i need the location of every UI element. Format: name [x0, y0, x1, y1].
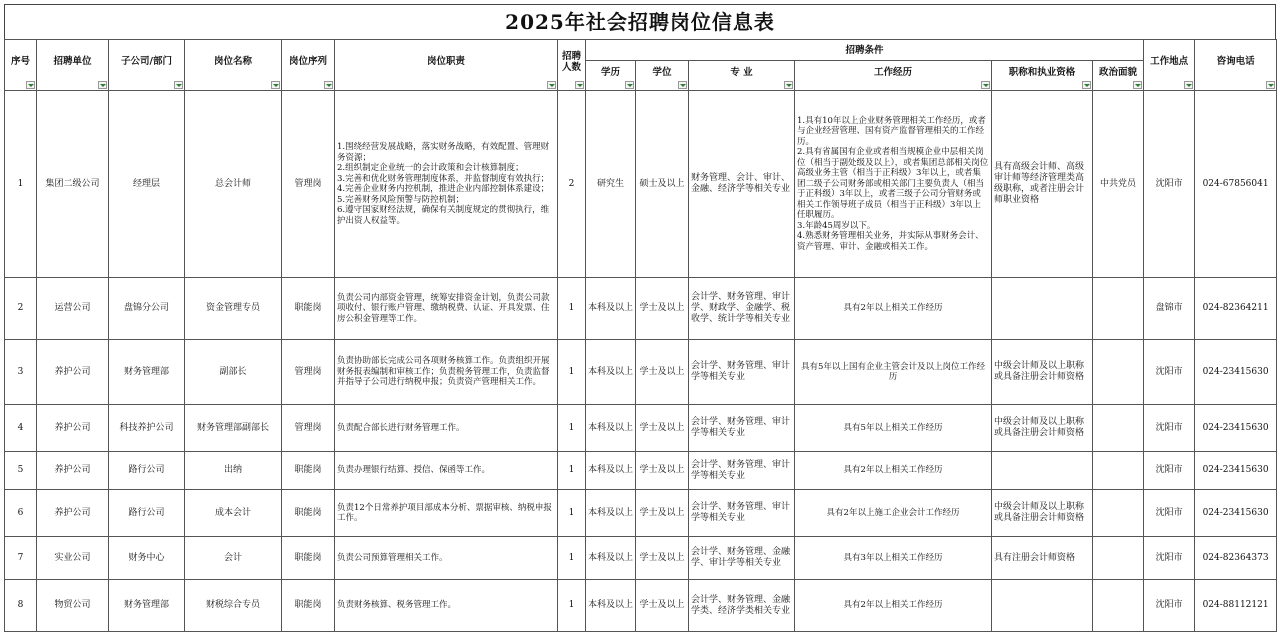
filter-dropdown-icon[interactable] [1082, 81, 1091, 89]
header-conditions: 招聘条件 [586, 40, 1144, 61]
cell-politics [1093, 580, 1144, 632]
filter-dropdown-icon[interactable] [625, 81, 634, 89]
header-count-label: 招聘人数 [561, 50, 581, 73]
cell-education: 研究生 [586, 91, 636, 278]
cell-location: 沈阳市 [1144, 91, 1195, 278]
header-major [689, 61, 795, 91]
cell-position: 总会计师 [185, 91, 282, 278]
cell-position: 副部长 [185, 340, 282, 405]
sheet-title: 2025年社会招聘岗位信息表 [4, 4, 1276, 39]
cell-degree: 学士及以上 [636, 452, 689, 490]
table-row [5, 405, 1277, 452]
cell-unit: 养护公司 [37, 490, 109, 537]
table-row [5, 278, 1277, 340]
table-row [5, 537, 1277, 580]
cell-unit: 集团二级公司 [37, 91, 109, 278]
header-experience [795, 61, 992, 91]
filter-dropdown-icon[interactable] [547, 81, 556, 89]
header-location [1144, 40, 1195, 91]
cell-dept: 财务管理部 [109, 340, 185, 405]
cell-degree: 学士及以上 [636, 340, 689, 405]
cell-major: 会计学、财务管理、审计学等相关专业 [689, 490, 795, 537]
cell-dept: 财务中心 [109, 537, 185, 580]
cell-count: 1 [558, 580, 586, 632]
header-degree-label: 学位 [652, 66, 672, 78]
header-qualification [992, 61, 1093, 91]
cell-duty: 负责12个日常养护项目部成本分析、票据审核、纳税申报工作。 [335, 490, 558, 537]
cell-unit: 养护公司 [37, 340, 109, 405]
cell-politics [1093, 340, 1144, 405]
cell-politics [1093, 537, 1144, 580]
cell-degree: 学士及以上 [636, 537, 689, 580]
cell-position: 资金管理专员 [185, 278, 282, 340]
filter-dropdown-icon[interactable] [1184, 81, 1193, 89]
cell-unit: 实业公司 [37, 537, 109, 580]
header-location-label: 工作地点 [1150, 56, 1189, 67]
cell-education: 本科及以上 [586, 537, 636, 580]
cell-qualification: 具有注册会计师资格 [992, 537, 1093, 580]
cell-education: 本科及以上 [586, 490, 636, 537]
cell-position: 成本会计 [185, 490, 282, 537]
header-dept-label: 子公司/部门 [121, 56, 172, 67]
cell-sequence: 管理岗 [282, 405, 335, 452]
header-duty-label: 岗位职责 [426, 56, 465, 67]
recruitment-sheet [4, 4, 1276, 632]
recruitment-table [4, 39, 1277, 632]
cell-duty: 负责财务核算、税务管理工作。 [335, 580, 558, 632]
cell-unit: 养护公司 [37, 452, 109, 490]
filter-dropdown-icon[interactable] [26, 81, 35, 89]
cell-dept: 科技养护公司 [109, 405, 185, 452]
cell-politics [1093, 405, 1144, 452]
cell-no: 7 [5, 537, 37, 580]
cell-major: 会计学、财务管理、金融学类、经济学类相关专业 [689, 580, 795, 632]
cell-dept: 路行公司 [109, 490, 185, 537]
cell-phone: 024-82364211 [1195, 278, 1277, 340]
cell-unit: 物贸公司 [37, 580, 109, 632]
cell-politics [1093, 490, 1144, 537]
cell-experience: 1.具有10年以上企业财务管理相关工作经历，或者与企业经营管理、国有资产监督管理相关的工作经历。 2.具有省属国有企业或者相当规模企业中层相关岗位（相当于副处级及以上），或者集团总部相关岗位高级业务主管（相当于正科级）3年以上，或者集团二级子公司财务部或相关部门主要负责人（相当于正科级）3年以上，或者三级子公司分管财务或相关工作领导班子成员（相当于正科级）3年以上任职履历。 3.年龄45周岁以下。 4.熟悉财务管理相关业务，并实际从事财务会计、资产管理、审计、金融或相关工作。 [795, 91, 992, 278]
cell-major: 会计学、财务管理、审计学、财政学、金融学、税收学、统计学等相关专业 [689, 278, 795, 340]
header-education-label: 学历 [600, 66, 620, 78]
header-sequence-label: 岗位序列 [288, 56, 327, 67]
cell-location: 沈阳市 [1144, 537, 1195, 580]
cell-qualification [992, 278, 1093, 340]
cell-experience: 具有2年以上相关工作经历 [795, 278, 992, 340]
cell-phone: 024-88112121 [1195, 580, 1277, 632]
cell-duty: 负责公司内部资金管理，统筹安排资金计划，负责公司款项收付、银行账户管理、缴纳税费、认证、开具发票、住房公积金管理等工作。 [335, 278, 558, 340]
header-no [5, 40, 37, 91]
cell-duty: 负责公司预算管理相关工作。 [335, 537, 558, 580]
cell-count: 2 [558, 91, 586, 278]
cell-duty: 负责办理银行结算、授信、保函等工作。 [335, 452, 558, 490]
cell-location: 盘锦市 [1144, 278, 1195, 340]
cell-no: 8 [5, 580, 37, 632]
filter-dropdown-icon[interactable] [1266, 81, 1275, 89]
cell-major: 财务管理、会计、审计、金融、经济学等相关专业 [689, 91, 795, 278]
cell-major: 会计学、财务管理、审计学等相关专业 [689, 452, 795, 490]
cell-location: 沈阳市 [1144, 580, 1195, 632]
cell-education: 本科及以上 [586, 452, 636, 490]
cell-no: 3 [5, 340, 37, 405]
filter-dropdown-icon[interactable] [575, 81, 584, 89]
filter-dropdown-icon[interactable] [324, 81, 333, 89]
cell-duty: 负责协助部长完成公司各项财务核算工作。负责组织开展财务报表编制和审核工作；负责税务管理工作，负责监督并指导子公司进行纳税申报；负责资产管理相关工作。 [335, 340, 558, 405]
cell-politics: 中共党员 [1093, 91, 1144, 278]
table-row [5, 490, 1277, 537]
cell-experience: 具有5年以上相关工作经历 [795, 405, 992, 452]
header-phone [1195, 40, 1277, 91]
cell-phone: 024-82364373 [1195, 537, 1277, 580]
cell-count: 1 [558, 490, 586, 537]
cell-education: 本科及以上 [586, 340, 636, 405]
cell-count: 1 [558, 405, 586, 452]
cell-experience: 具有2年以上施工企业会计工作经历 [795, 490, 992, 537]
cell-no: 2 [5, 278, 37, 340]
cell-unit: 运营公司 [37, 278, 109, 340]
header-politics [1093, 61, 1144, 91]
cell-position: 会计 [185, 537, 282, 580]
cell-sequence: 管理岗 [282, 91, 335, 278]
cell-no: 6 [5, 490, 37, 537]
cell-location: 沈阳市 [1144, 452, 1195, 490]
cell-experience: 具有2年以上相关工作经历 [795, 452, 992, 490]
cell-duty: 1.围绕经营发展战略，落实财务战略，有效配置、管理财务资源； 2.组织制定企业统一的会计政策和会计核算制度； 3.完善和优化财务管理制度体系，并监督制度有效执行； 4.完善企业财务内控机制，推进企业内部控制体系建设； 5.完善财务风险预警与防控机制； 6.遵守国家财经法规，确保有关制度规定的贯彻执行，维护出资人权益等。 [335, 91, 558, 278]
cell-education: 本科及以上 [586, 405, 636, 452]
cell-count: 1 [558, 278, 586, 340]
cell-sequence: 职能岗 [282, 580, 335, 632]
cell-position: 财务管理部副部长 [185, 405, 282, 452]
cell-degree: 学士及以上 [636, 405, 689, 452]
filter-dropdown-icon[interactable] [981, 81, 990, 89]
header-major-label: 专 业 [730, 66, 753, 78]
cell-politics [1093, 278, 1144, 340]
table-row [5, 340, 1277, 405]
cell-dept: 财务管理部 [109, 580, 185, 632]
table-row [5, 580, 1277, 632]
cell-degree: 学士及以上 [636, 278, 689, 340]
cell-unit: 养护公司 [37, 405, 109, 452]
header-dept [109, 40, 185, 91]
cell-experience: 具有2年以上相关工作经历 [795, 580, 992, 632]
cell-no: 5 [5, 452, 37, 490]
cell-degree: 学士及以上 [636, 490, 689, 537]
cell-no: 4 [5, 405, 37, 452]
cell-education: 本科及以上 [586, 580, 636, 632]
cell-experience: 具有5年以上国有企业主管会计及以上岗位工作经历 [795, 340, 992, 405]
header-duty [335, 40, 558, 91]
filter-dropdown-icon[interactable] [98, 81, 107, 89]
cell-qualification [992, 452, 1093, 490]
cell-position: 出纳 [185, 452, 282, 490]
cell-sequence: 职能岗 [282, 278, 335, 340]
cell-sequence: 管理岗 [282, 340, 335, 405]
header-sequence [282, 40, 335, 91]
cell-qualification: 具有高级会计师、高级审计师等经济管理类高级职称，或者注册会计师职业资格 [992, 91, 1093, 278]
header-politics-label: 政治面貌 [1099, 66, 1138, 78]
header-degree [636, 61, 689, 91]
cell-education: 本科及以上 [586, 278, 636, 340]
table-row [5, 452, 1277, 490]
filter-dropdown-icon[interactable] [678, 81, 687, 89]
cell-count: 1 [558, 537, 586, 580]
cell-count: 1 [558, 340, 586, 405]
cell-qualification [992, 580, 1093, 632]
cell-politics [1093, 452, 1144, 490]
filter-dropdown-icon[interactable] [174, 81, 183, 89]
header-position [185, 40, 282, 91]
cell-qualification: 中级会计师及以上职称或具备注册会计师资格 [992, 405, 1093, 452]
cell-degree: 学士及以上 [636, 580, 689, 632]
cell-count: 1 [558, 452, 586, 490]
cell-major: 会计学、财务管理、金融学、审计学等相关专业 [689, 537, 795, 580]
cell-qualification: 中级会计师及以上职称或具备注册会计师资格 [992, 340, 1093, 405]
cell-phone: 024-23415630 [1195, 340, 1277, 405]
cell-dept: 经理层 [109, 91, 185, 278]
cell-phone: 024-23415630 [1195, 405, 1277, 452]
cell-location: 沈阳市 [1144, 405, 1195, 452]
filter-dropdown-icon[interactable] [1133, 81, 1142, 89]
header-education [586, 61, 636, 91]
header-unit [37, 40, 109, 91]
cell-degree: 硕士及以上 [636, 91, 689, 278]
cell-position: 财税综合专员 [185, 580, 282, 632]
header-no-label: 序号 [10, 56, 30, 67]
cell-phone: 024-23415630 [1195, 490, 1277, 537]
cell-phone: 024-23415630 [1195, 452, 1277, 490]
cell-qualification: 中级会计师及以上职称或具备注册会计师资格 [992, 490, 1093, 537]
header-experience-label: 工作经历 [873, 66, 912, 78]
header-qualification-label: 职称和执业资格 [1008, 66, 1076, 78]
header-phone-label: 咨询电话 [1216, 56, 1255, 67]
cell-phone: 024-67856041 [1195, 91, 1277, 278]
table-row [5, 91, 1277, 278]
cell-sequence: 职能岗 [282, 452, 335, 490]
cell-dept: 盘锦分公司 [109, 278, 185, 340]
cell-major: 会计学、财务管理、审计学等相关专业 [689, 405, 795, 452]
cell-experience: 具有3年以上相关工作经历 [795, 537, 992, 580]
cell-location: 沈阳市 [1144, 490, 1195, 537]
cell-sequence: 职能岗 [282, 537, 335, 580]
header-position-label: 岗位名称 [213, 56, 252, 67]
cell-sequence: 职能岗 [282, 490, 335, 537]
cell-major: 会计学、财务管理、审计学等相关专业 [689, 340, 795, 405]
filter-dropdown-icon[interactable] [784, 81, 793, 89]
header-count [558, 40, 586, 91]
cell-location: 沈阳市 [1144, 340, 1195, 405]
cell-no: 1 [5, 91, 37, 278]
filter-dropdown-icon[interactable] [271, 81, 280, 89]
cell-duty: 负责配合部长进行财务管理工作。 [335, 405, 558, 452]
header-unit-label: 招聘单位 [53, 56, 92, 67]
cell-dept: 路行公司 [109, 452, 185, 490]
